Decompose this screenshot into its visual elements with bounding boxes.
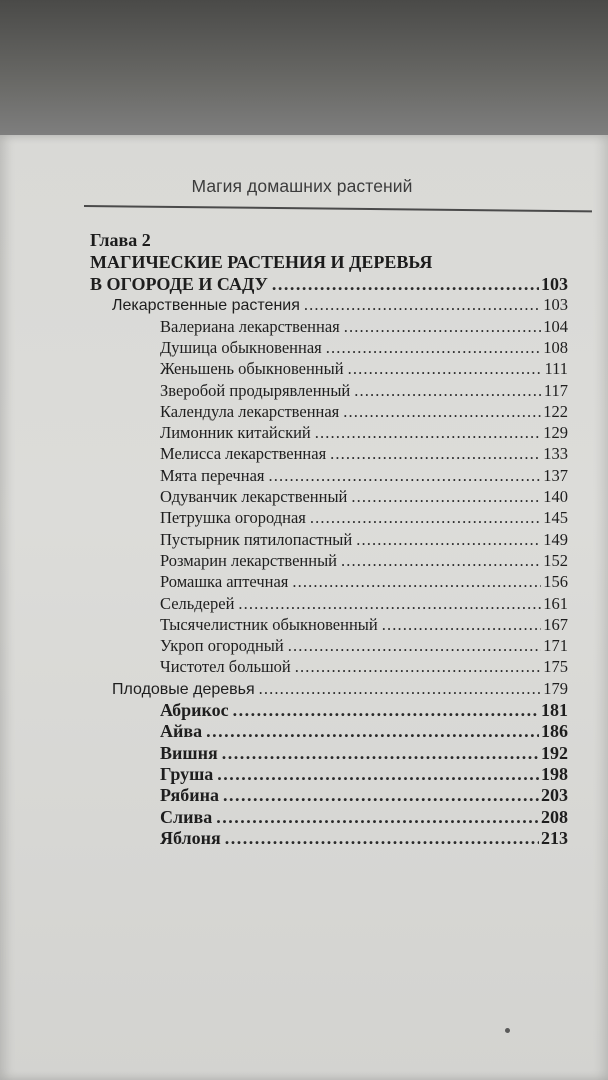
toc-entry-label: Вишня	[160, 742, 218, 763]
dot-leader	[382, 615, 542, 635]
toc-entry-label: Слива	[160, 806, 213, 827]
toc-entry-label: Одуванчик лекарственный	[160, 487, 348, 506]
dot-leader	[330, 444, 541, 464]
toc-page-number: 213	[541, 827, 568, 848]
toc-entry	[160, 785, 568, 806]
dot-leader	[217, 764, 539, 785]
toc-entry-label: Зверобой продырявленный	[160, 380, 351, 400]
toc-entry-label: Розмарин лекарственный	[160, 550, 338, 570]
toc-page-number: 179	[543, 678, 568, 698]
dot-leader	[225, 828, 539, 849]
dot-leader	[348, 359, 543, 379]
dot-leader	[223, 785, 539, 806]
dot-leader	[341, 551, 541, 571]
toc-entry	[160, 572, 568, 593]
toc-page-number: 156	[543, 572, 568, 592]
dot-leader	[304, 295, 541, 315]
toc-entry	[160, 721, 568, 742]
toc-entry-label: Укроп огородный	[160, 636, 284, 656]
toc-page-number: 111	[544, 359, 568, 379]
toc-entry-label: Айва	[160, 721, 203, 742]
dot-leader	[288, 636, 542, 656]
toc-entry	[160, 530, 568, 551]
dot-leader	[222, 743, 539, 764]
toc-entry	[160, 444, 568, 465]
toc-page-number: 181	[541, 700, 568, 720]
toc-entry	[160, 700, 568, 721]
dot-leader	[268, 466, 541, 486]
dot-leader	[295, 657, 541, 677]
toc-page-number: 117	[543, 380, 568, 400]
toc-page-number: 192	[541, 742, 568, 763]
page-speck	[505, 1028, 510, 1033]
dot-leader	[310, 508, 541, 528]
dot-leader	[326, 338, 542, 358]
dot-leader	[238, 594, 541, 614]
toc-entry	[160, 657, 568, 678]
toc-page-number: 203	[541, 785, 568, 806]
toc-page-number: 133	[543, 444, 568, 464]
toc-page-number: 167	[543, 614, 568, 634]
toc-entry-label: Календула лекарственная	[160, 401, 340, 421]
toc-page-number: 103	[541, 274, 568, 294]
dot-leader	[216, 807, 539, 828]
toc-entry	[160, 466, 568, 487]
toc-page-number: 171	[543, 636, 568, 656]
toc-entry	[160, 402, 568, 423]
toc-page-number: 161	[543, 593, 568, 613]
toc-page-number: 198	[541, 763, 568, 784]
dot-leader	[259, 679, 542, 699]
toc-page-number: 122	[543, 401, 568, 421]
toc-entry-label: Валериана лекарственная	[160, 316, 340, 336]
toc-entry	[90, 274, 568, 295]
toc-page-number: 129	[543, 423, 568, 443]
toc-entry	[160, 551, 568, 572]
toc-entry	[112, 295, 568, 316]
toc-page-number: 145	[543, 508, 568, 528]
toc-entry-label: В ОГОРОДЕ И САДУ	[90, 274, 268, 294]
toc-entry-label: Лекарственные растения	[112, 297, 300, 315]
toc-entry-label: Душица обыкновенная	[160, 337, 322, 357]
toc-entry	[160, 764, 568, 785]
toc-entry-label: Женьшень обыкновенный	[160, 359, 344, 379]
chapter-label: Глава 2	[90, 230, 151, 250]
toc-entry-label: Пустырник пятилопастный	[160, 529, 353, 549]
toc-entry-label: Мелисса лекарственная	[160, 444, 327, 464]
toc-entry	[160, 807, 568, 828]
toc-page-number: 103	[543, 295, 568, 315]
toc-page-number: 104	[543, 316, 568, 336]
toc-entry	[160, 594, 568, 615]
toc-entry	[160, 508, 568, 529]
toc-entry-label: Плодовые деревья	[112, 680, 255, 698]
dot-leader	[206, 721, 539, 742]
dot-leader	[351, 487, 541, 507]
toc-page-number: 108	[543, 337, 568, 357]
toc-page-number: 186	[541, 721, 568, 742]
dot-leader	[272, 274, 539, 295]
toc-entry	[160, 615, 568, 636]
toc-entry	[160, 828, 568, 849]
toc-entry	[160, 359, 568, 380]
chapter-title: МАГИЧЕСКИЕ РАСТЕНИЯ И ДЕРЕВЬЯ	[90, 252, 433, 272]
toc-entry-label: Груша	[160, 763, 214, 784]
dot-leader	[356, 530, 541, 550]
toc-entry-label: Яблоня	[160, 827, 221, 848]
toc-page-number: 152	[543, 550, 568, 570]
toc-entry	[160, 636, 568, 657]
toc-entry	[160, 338, 568, 359]
toc-entry	[160, 423, 568, 444]
toc-entry	[160, 317, 568, 338]
dot-leader	[343, 402, 541, 422]
dot-leader	[315, 423, 541, 443]
toc-entry-label: Петрушка огородная	[160, 508, 306, 528]
toc-entry-label: Чистотел большой	[160, 657, 291, 677]
toc-entry-label: Рябина	[160, 785, 220, 806]
toc-entry	[160, 487, 568, 508]
toc-entry-label: Лимонник китайский	[160, 423, 311, 443]
toc-page-number: 208	[541, 806, 568, 827]
toc-entry	[160, 381, 568, 402]
toc-entry-label: Тысячелистник обыкновенный	[160, 614, 378, 634]
toc-page-number: 140	[543, 487, 568, 506]
toc-entry-label: Мята перечная	[160, 465, 265, 485]
toc-entry	[160, 743, 568, 764]
toc-page-number: 175	[543, 657, 568, 677]
toc-entry	[112, 679, 568, 700]
toc-entry-label: Абрикос	[160, 700, 229, 720]
toc-page-number: 137	[543, 465, 568, 485]
toc-entry-label: Сельдерей	[160, 593, 235, 613]
toc-page-number: 149	[543, 529, 568, 549]
dot-leader	[233, 700, 539, 721]
dot-leader	[354, 381, 542, 401]
background-shadow	[0, 0, 608, 140]
dot-leader	[344, 317, 542, 337]
toc-entry-label: Ромашка аптечная	[160, 572, 289, 592]
dot-leader	[292, 572, 541, 592]
running-head: Магия домашних растений	[191, 176, 413, 196]
